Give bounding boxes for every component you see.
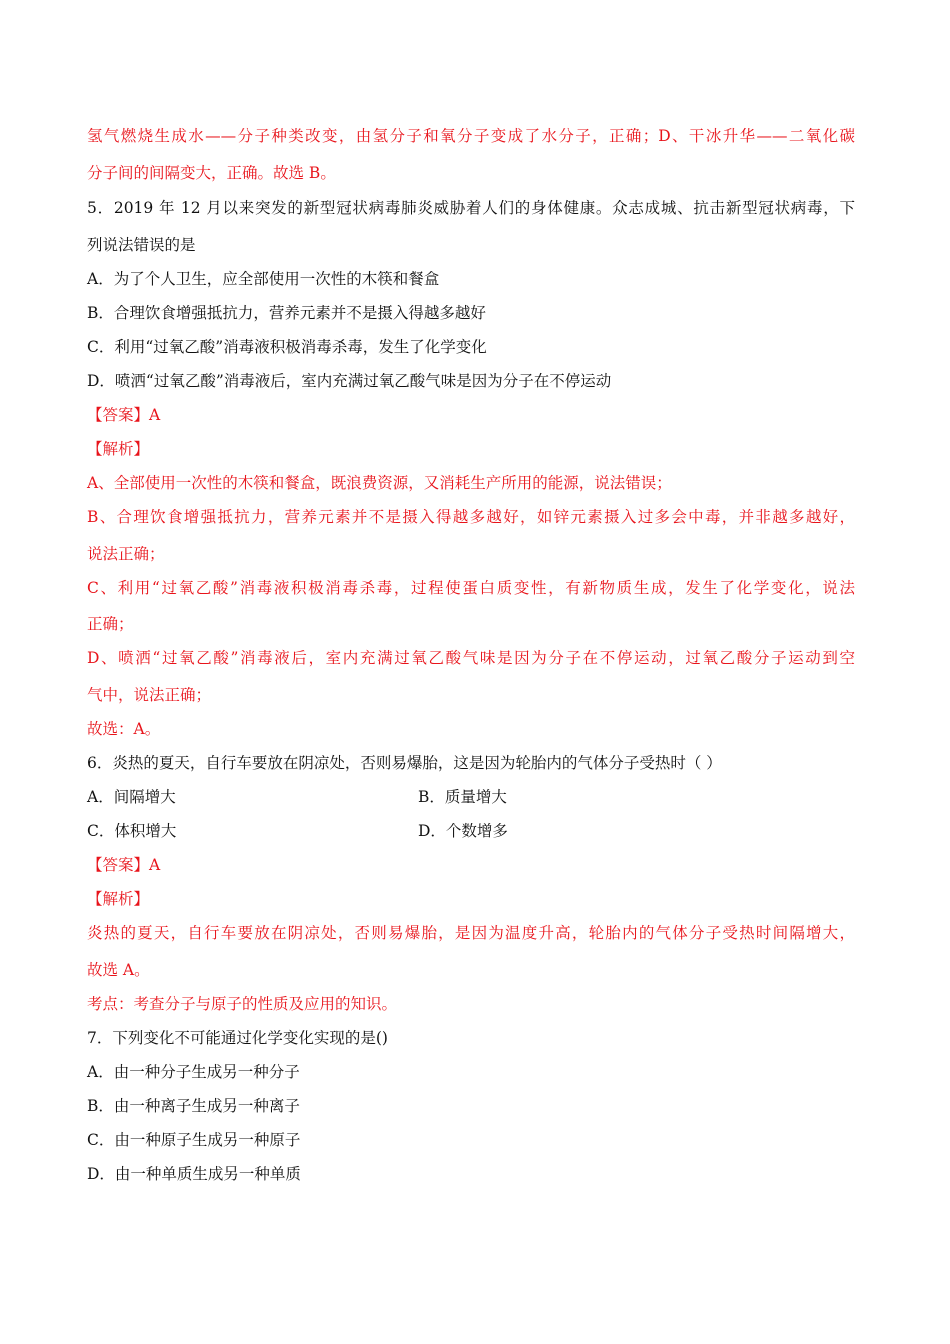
- q6-option-b: B．质量增大: [418, 788, 507, 806]
- q7-option-a: A．由一种分子生成另一种分子: [87, 1063, 300, 1081]
- q7-stem: 7．下列变化不可能通过化学变化实现的是(): [87, 1029, 388, 1047]
- q5-analysis-line: D、喷洒“过氧乙酸”消毒液后，室内充满过氧乙酸气味是因为分子在不停运动，过氧乙酸分子运动到空: [87, 649, 855, 667]
- q7-option-b: B．由一种离子生成另一种离子: [87, 1097, 300, 1115]
- q6-option-a: A．间隔增大: [87, 788, 176, 806]
- q6-option-d: D．个数增多: [418, 822, 508, 840]
- q5-option-b: B．合理饮食增强抵抗力，营养元素并不是摄入得越多越好: [87, 304, 486, 322]
- q6-stem: 6．炎热的夏天，自行车要放在阴凉处，否则易爆胎，这是因为轮胎内的气体分子受热时（ ）: [87, 754, 722, 772]
- q7-option-c: C．由一种原子生成另一种原子: [87, 1131, 301, 1149]
- q6-analysis-line: 炎热的夏天，自行车要放在阴凉处，否则易爆胎，是因为温度升高，轮胎内的气体分子受热时间隔增大，: [87, 924, 855, 942]
- q5-analysis-label: 【解析】: [87, 440, 150, 458]
- q5-option-d: D．喷洒“过氧乙酸”消毒液后，室内充满过氧乙酸气味是因为分子在不停运动: [87, 372, 612, 390]
- q5-answer: 【答案】A: [87, 406, 161, 424]
- q5-analysis-line: 气中，说法正确；: [87, 686, 212, 704]
- q6-analysis-label: 【解析】: [87, 890, 150, 908]
- q6-answer: 【答案】A: [87, 856, 161, 874]
- q5-analysis-line: C、利用“过氧乙酸”消毒液积极消毒杀毒，过程使蛋白质变性，有新物质生成，发生了化学变化，说法: [87, 579, 855, 597]
- q7-option-d: D．由一种单质生成另一种单质: [87, 1165, 301, 1183]
- q6-key-point: 考点：考查分子与原子的性质及应用的知识。: [87, 995, 398, 1013]
- prev-explanation-line: 分子间的间隔变大，正确。故选 B。: [87, 164, 336, 182]
- q5-option-a: A．为了个人卫生，应全部使用一次性的木筷和餐盒: [87, 270, 440, 288]
- q6-option-c: C．体积增大: [87, 822, 177, 840]
- q5-conclusion: 故选：A。: [87, 720, 161, 738]
- q5-analysis-line: 正确；: [87, 615, 134, 633]
- q5-stem: 5．2019 年 12 月以来突发的新型冠状病毒肺炎威胁着人们的身体健康。众志成城、抗击新型冠状病毒，下: [87, 199, 855, 217]
- q5-analysis-line: A、全部使用一次性的木筷和餐盒，既浪费资源，又消耗生产所用的能源，说法错误；: [87, 474, 672, 492]
- q5-analysis-line: B、合理饮食增强抵抗力，营养元素并不是摄入得越多越好，如锌元素摄入过多会中毒，并非越多越好，: [87, 508, 855, 526]
- q6-analysis-line: 故选 A。: [87, 961, 150, 979]
- q5-stem: 列说法错误的是: [87, 236, 196, 254]
- prev-explanation-line: 氢气燃烧生成水——分子种类改变，由氢分子和氧分子变成了水分子，正确；D、干冰升华——二氧化碳: [87, 127, 855, 145]
- q5-option-c: C．利用“过氧乙酸”消毒液积极消毒杀毒，发生了化学变化: [87, 338, 487, 356]
- q5-analysis-line: 说法正确；: [87, 545, 165, 563]
